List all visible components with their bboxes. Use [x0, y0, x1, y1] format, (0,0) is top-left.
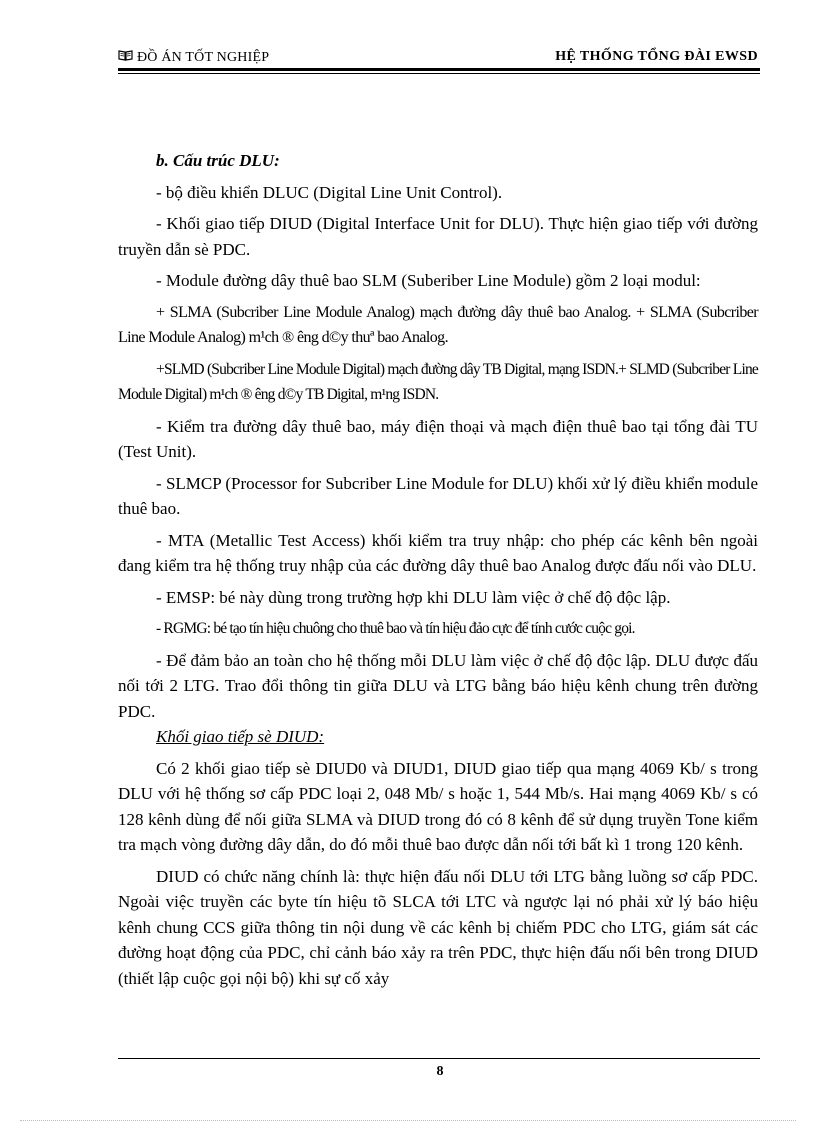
page-header [118, 46, 760, 68]
open-book-icon [118, 49, 133, 66]
paragraph-safety: - Để đảm bảo an toàn cho hệ thống mỗi DLU làm việc ở chế độ độc lập. DLU được đấu nối tới 2 LTG. Trao đổi thông tin giữa DLU và LTG bằng báo hiệu kênh chung trên đường PDC. [118, 650, 758, 721]
header-left [118, 49, 269, 66]
page-content [118, 140, 758, 991]
paragraph-rgmg: - RGMG: bé tạo tín hiệu chuông cho thuê bao và tín hiệu đảo cực để tính cước cuộc gọi. [156, 620, 635, 637]
page-bottom-dotted-line [20, 1120, 796, 1121]
paragraph-dluc: - bộ điều khiển DLUC (Digital Line Unit Control). [156, 182, 503, 202]
paragraph-tu: - Kiểm tra đường dây thuê bao, máy điện thoại và mạch điện thuê bao tại tổng đài TU (Test Unit). [118, 416, 758, 461]
section-heading: b. Cấu trúc DLU: [156, 151, 280, 170]
header-rule-thick [118, 68, 760, 71]
page-number: 8 [436, 1064, 444, 1079]
paragraph-diud: - Khối giao tiếp DIUD (Digital Interface Unit for DLU). Thực hiện giao tiếp với đường truyền dẫn sè PDC. [118, 214, 758, 259]
header-right-text: HỆ THỐNG TỔNG ĐÀI EWSD [555, 49, 758, 64]
paragraph-mta: - MTA (Metallic Test Access) khối kiểm tra truy nhập: cho phép các kênh bên ngoài đang kiểm tra hệ thống truy nhập của các đường dây thuê bao Analog được đấu nối vào DLU. [118, 530, 758, 575]
paragraph-slmcp: - SLMCP (Processor for Subcriber Line Module for DLU) khối xử lý điều khiển module thuê bao. [118, 473, 758, 518]
paragraph-emsp: - EMSP: bé này dùng trong trường hợp khi DLU làm việc ở chế độ độc lập. [156, 587, 671, 607]
footer-rule [118, 1058, 760, 1059]
paragraph-slmd: +SLMD (Subcriber Line Module Digital) mạch đường dây TB Digital, mạng ISDN.+ SLMD (Subcriber Line Module Digital) m¹ch ® êng d©y TB Digital, m¹ng ISDN. [118, 360, 758, 403]
header-left-text: ĐỒ ÁN TỐT NGHIỆP [137, 50, 270, 65]
paragraph-diud-detail: Có 2 khối giao tiếp sè DIUD0 và DIUD1, DIUD giao tiếp qua mạng 4069 Kb/ s trong DLU với hệ thống sơ cấp PDC loại 2, 048 Mb/ s hoặc 1, 544 Mb/s. Hai mạng 4069 Kb/ s có 128 kênh dùng để nối giữa SLMA và DIUD trong đó có 8 kênh để sử dụng truyền Tone kiểm tra mạch vòng đường dây dẫn, do đó mỗi thuê bao được dẫn nối tới bất kì 1 trong 120 kênh. [118, 758, 758, 854]
paragraph-diud-function: DIUD có chức năng chính là: thực hiện đấu nối DLU tới LTG bằng luồng sơ cấp PDC. Ngoài việc truyền các byte tín hiệu tõ SLCA tới LTC và ngược lại nó phải xử lý báo hiệu kênh chung CCS giữa thông tin nội dung về các kênh bị chiếm PDC cho LTG, giám sát các đường hoạt động của PDC, chỉ cảnh báo xảy ra trên PDC, thực hiện đấu nối bên trong DIUD (thiết lập cuộc gọi nội bộ) khi sự cố xảy [118, 866, 758, 988]
paragraph-slma: + SLMA (Subcriber Line Module Analog) mạch đường dây thuê bao Analog. + SLMA (Subcriber Line Module Analog) m¹ch ® êng d©y thuª bao Analog. [118, 303, 758, 346]
paragraph-slm: - Module đường dây thuê bao SLM (Suberiber Line Module) gồm 2 loại modul: [156, 271, 701, 290]
subsection-heading: Khối giao tiếp sè DIUD: [156, 727, 325, 746]
header-rule-thin [118, 73, 760, 74]
